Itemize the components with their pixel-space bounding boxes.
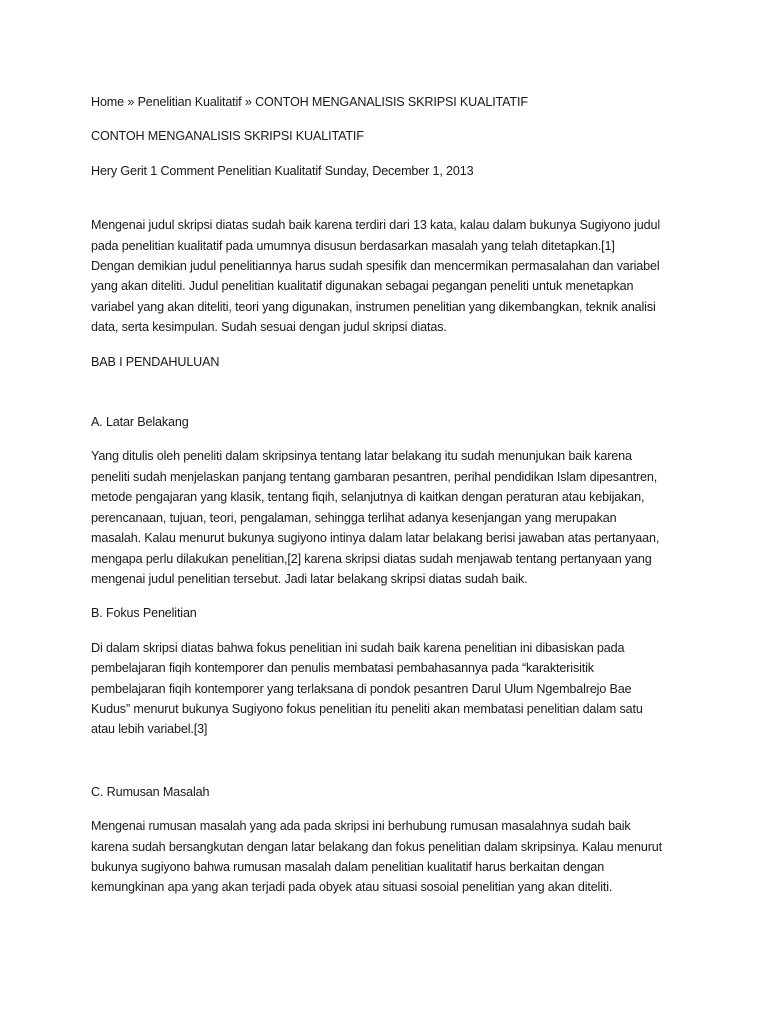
paragraph-line: pembelajaran fiqih kontemporer dan penulis membatasi pembahasannya pada “karakterisitik <box>91 661 594 676</box>
document-page <box>91 92 691 898</box>
section-paragraph-fokus-penelitian <box>91 638 691 740</box>
paragraph-line: mengapa perlu dilakukan penelitian,[2] karena skripsi diatas sudah menjawab tentang pertanyaan yang <box>91 551 652 566</box>
breadcrumb-separator: » <box>241 95 256 109</box>
paragraph-line: metode pengajaran yang klasik, tentang fiqih, selanjutnya di kaitkan dengan peraturan atau kebijakan, <box>91 490 645 505</box>
spacer <box>91 589 691 603</box>
breadcrumb-current: CONTOH MENGANALISIS SKRIPSI KUALITATIF <box>255 95 528 109</box>
paragraph-line: pembelajaran fiqih kontemporer yang terlaksana di pondok pesantren Darul Ulum Ngembalrejo Bae <box>91 681 632 696</box>
post-author: Hery Gerit <box>91 163 147 178</box>
spacer <box>91 740 691 782</box>
post-comments: 1 Comment <box>150 163 214 178</box>
paragraph-line: atau lebih variabel.[3] <box>91 722 208 737</box>
paragraph-line: mengenai judul penelitian tersebut. Jadi latar belakang skripsi diatas sudah baik. <box>91 571 528 586</box>
spacer <box>91 432 691 446</box>
breadcrumb-category-link[interactable]: Penelitian Kualitatif <box>137 95 242 109</box>
section-heading-rumusan-masalah: C. Rumusan Masalah <box>91 784 210 799</box>
spacer <box>91 802 691 816</box>
paragraph-line: kemungkinan apa yang akan terjadi pada obyek atau situasi sosoial penelitian yang akan diteliti. <box>91 880 613 895</box>
paragraph-line: variabel yang akan diteliti, teori yang digunakan, instrumen penelitian yang dikembangkan, teknik analisi <box>91 299 656 314</box>
section-paragraph-latar-belakang <box>91 446 691 589</box>
section-paragraph-rumusan-masalah <box>91 816 691 898</box>
paragraph-line: Mengenai rumusan masalah yang ada pada skripsi ini berhubung rumusan masalahnya sudah baik <box>91 819 631 834</box>
spacer <box>91 338 691 352</box>
paragraph-line: bukunya sugiyono bahwa rumusan masalah dalam penelitian kualitatif harus berkaitan dengan <box>91 859 605 874</box>
section-heading-latar-belakang: A. Latar Belakang <box>91 415 189 430</box>
paragraph-line: perencanaan, tujuan, teori, pengalaman, sehingga terlihat adanya kesenjangan yang merupakan <box>91 510 617 525</box>
post-category: Penelitian Kualitatif <box>217 163 322 178</box>
breadcrumb <box>91 92 691 112</box>
paragraph-line: data, serta kesimpulan. Sudah sesuai dengan judul skripsi diatas. <box>91 320 447 335</box>
paragraph-line: Kudus” menurut bukunya Sugiyono fokus penelitian itu peneliti akan membatasi penelitian dalam satu <box>91 701 643 716</box>
paragraph-line: Mengenai judul skripsi diatas sudah baik karena terdiri dari 13 kata, kalau dalam bukunya Sugiyono judul <box>91 218 660 233</box>
post-date: Sunday, December 1, 2013 <box>324 163 474 178</box>
post-meta <box>91 161 691 181</box>
breadcrumb-home-link[interactable]: Home <box>91 95 124 109</box>
paragraph-line: peneliti sudah menjelaskan panjang tentang gambaran pesantren, perihal pendidikan Islam dipesantren, <box>91 469 658 484</box>
paragraph-line: Di dalam skripsi diatas bahwa fokus penelitian ini sudah baik karena penelitian ini dibasiskan pada <box>91 640 625 655</box>
spacer <box>91 372 691 412</box>
paragraph-line: yang akan diteliti. Judul penelitian kualitatif digunakan sebagai pegangan peneliti untuk menetapkan <box>91 279 634 294</box>
section-heading-fokus-penelitian: B. Fokus Penelitian <box>91 606 197 621</box>
spacer <box>91 624 691 638</box>
intro-paragraph <box>91 215 691 337</box>
paragraph-line: pada penelitian kualitatif pada umumnya disusun berdasarkan masalah yang telah ditetapkan.[1] <box>91 238 615 253</box>
paragraph-line: Dengan demikian judul penelitiannya harus sudah spesifik dan mencermikan permasalahan dan variabel <box>91 259 660 274</box>
paragraph-line: karena sudah bersangkutan dengan latar belakang dan fokus penelitian dalam skripsinya. Kalau menurut <box>91 839 662 854</box>
paragraph-line: masalah. Kalau menurut bukunya sugiyono intinya dalam latar belakang berisi jawaban atas pertanyaan, <box>91 531 660 546</box>
page-title: CONTOH MENGANALISIS SKRIPSI KUALITATIF <box>91 129 364 144</box>
breadcrumb-separator: » <box>124 95 138 109</box>
chapter-heading: BAB I PENDAHULUAN <box>91 354 220 369</box>
paragraph-line: Yang ditulis oleh peneliti dalam skripsinya tentang latar belakang itu sudah menunjukan baik karena <box>91 449 632 464</box>
spacer <box>91 181 691 215</box>
